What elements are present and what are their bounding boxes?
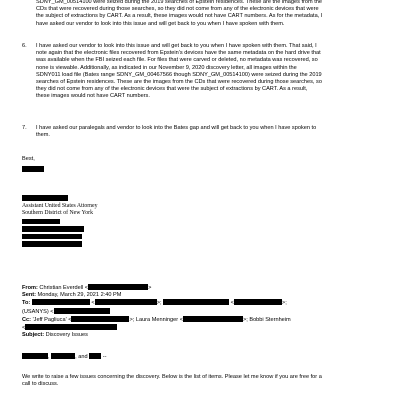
from-end: > [148, 285, 152, 291]
cc-label: Cc: [22, 316, 32, 323]
redacted-contact-line [22, 219, 60, 225]
subject-line [22, 332, 374, 339]
greeting-dash: -- [101, 354, 107, 360]
email-body [22, 374, 374, 388]
redacted-email [95, 299, 157, 305]
list-item-6 [22, 43, 374, 101]
from-value: Christian Everdell < [39, 285, 89, 291]
list-number: 7. [22, 125, 27, 131]
list-item-7 [22, 125, 374, 139]
redacted-contact-line [22, 241, 82, 247]
sent-label: Sent: [22, 292, 36, 299]
text-line: have asked our vendor to look into this issue and will get back to you when I have spoken with them. [36, 20, 285, 27]
from-label: From: [22, 285, 38, 291]
text-line: the subject of extractions by CART. As a result, these images would not have CART numbers. As for the metadata, I [36, 13, 323, 20]
to-lt: < [230, 300, 234, 307]
redacted-name [22, 353, 48, 359]
redacted-recipient [163, 299, 229, 305]
redacted-email [88, 284, 148, 290]
to-line-cont [22, 308, 374, 316]
text-line: searches of Epstein residences. These are the images from the CDs that were recovered during those searches, so [36, 79, 322, 86]
email-header [22, 284, 374, 339]
redacted-recipient [32, 299, 90, 305]
to-lt: < [91, 300, 95, 307]
greeting-comma: , [75, 354, 77, 360]
redacted-email [183, 316, 243, 322]
cc-line [22, 316, 374, 324]
text-line: they did not come from any of the electronic devices that were the subject of extractions by CART. As a result, [36, 86, 308, 93]
cc-value: >; Laura Menninger < [129, 316, 183, 323]
redacted-contact-line [22, 226, 84, 232]
cc-line-cont [22, 324, 374, 332]
greeting [22, 353, 106, 361]
sent-value: Monday, March 29, 2021 2:40 PM [37, 292, 122, 299]
to-separator: >; [281, 300, 287, 307]
greeting-comma: , [48, 354, 50, 360]
text-line: none is viewable. Additionally, as indicated in our November 9, 2020 discovery letter, all images within the [36, 64, 297, 71]
list-number: 6. [22, 43, 27, 49]
text-line: them. [36, 132, 50, 139]
sent-line [22, 292, 374, 299]
text-line: call to discuss. [22, 381, 59, 388]
redacted-email [54, 308, 110, 314]
redacted-signer [22, 195, 68, 201]
cc-lt: < [22, 325, 26, 332]
top-continuation [22, 0, 388, 28]
usanys: (USANYS) < [22, 308, 54, 315]
signature-block [22, 195, 222, 249]
text-line: We write to raise a few issues concerning the discovery. Below is the list of items. Please let me know if you are free for a [22, 374, 322, 380]
text-line: I have asked our vendor to look into this issue and will get back to you when I have spoken with them. That said, I [36, 43, 317, 49]
text-line: these images would not have CART numbers. [36, 93, 150, 100]
text-line: SDNY011 load file (Bates range SDNY_GM_00467566 though SDNY_GM_00514100) were seized during the 2019 [36, 71, 322, 78]
signature-office: Southern District of New York [22, 209, 94, 216]
redacted-name [89, 353, 101, 359]
text-line: CDs that were recovered during those searches, so they did not come from any of the electronic devices that were [36, 6, 319, 13]
to-separator: >; [156, 300, 162, 307]
text-line: note again that the electronic files recovered from Epstein’s devices have the same metadata on the hard drive that [36, 50, 321, 57]
text-line: was available when the FBI seized each file. For files that were carved or deleted, no metadata was recovered, so [36, 57, 318, 64]
closing: Best, [22, 156, 35, 162]
signature-title: Assistant United States Attorney [22, 202, 98, 209]
redacted-contact-line [22, 234, 82, 240]
redacted-name [22, 166, 44, 172]
to-line [22, 299, 374, 307]
subject-value: Discovery Issues [45, 332, 88, 339]
subject-label: Subject: [22, 332, 45, 339]
text-line: SDNY_GM_00514100 were seized during the 2019 searches of Epstein residences. These are the images from the [36, 0, 322, 5]
to-label: To: [22, 300, 31, 307]
redacted-email [25, 324, 117, 330]
from-line [22, 284, 374, 292]
redacted-name [51, 353, 75, 359]
greeting-and: and [78, 354, 88, 360]
redacted-email [234, 299, 282, 305]
cc-value: >; Bobbi Sternheim [242, 316, 291, 323]
redacted-email [71, 316, 129, 322]
cc-value: 'Jeff Pagliuca' < [32, 316, 72, 323]
text-line: I have asked our paralegals and vendor to look into the Bates gap and will get back to you when I have spoken to [36, 125, 317, 131]
